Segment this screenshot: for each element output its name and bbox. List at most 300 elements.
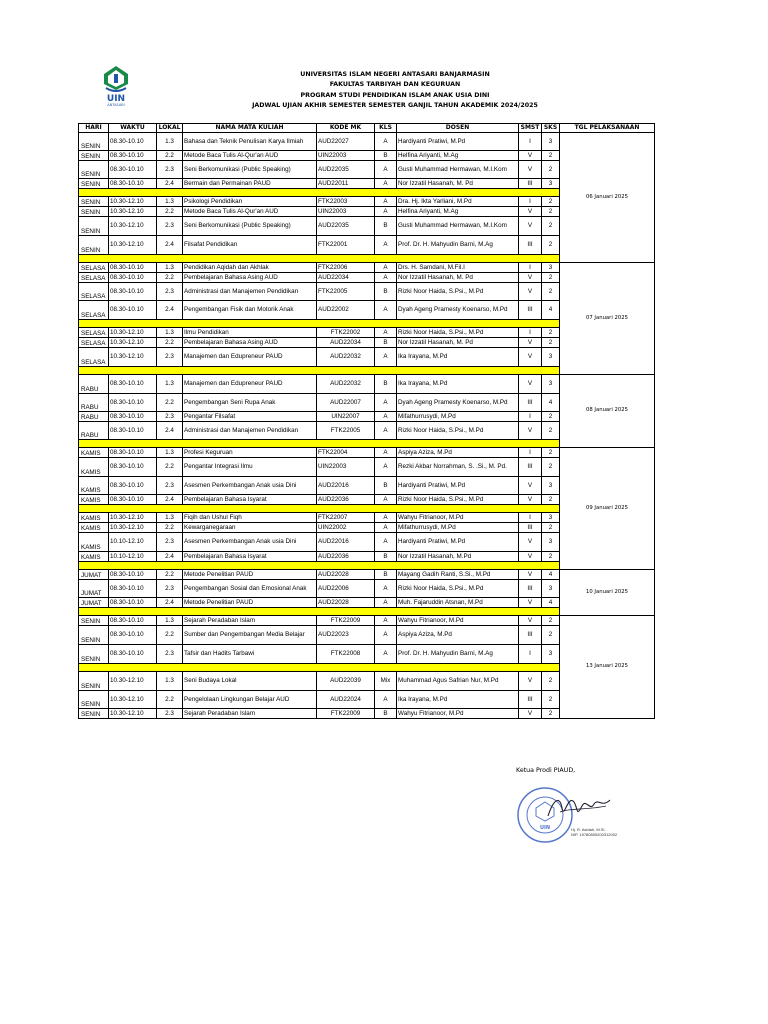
cell-mata-kuliah: Manajemen dan Edupreneur PAUD — [183, 348, 317, 367]
cell-lokal: 2.2 — [157, 523, 183, 533]
cell-smst: V — [519, 151, 542, 161]
cell-tgl-pelaksanaan: 09 Januari 2025 — [560, 448, 655, 570]
cell-dosen: Wahyu Fitrianoor, M.Pd — [397, 616, 519, 626]
cell-kls: A — [375, 161, 397, 179]
cell-sks: 2 — [542, 338, 560, 348]
cell-kls: B — [375, 552, 397, 562]
cell-hari: SELASA — [79, 273, 109, 283]
cell-kls: A — [375, 448, 397, 458]
cell-hari: RABU — [79, 412, 109, 422]
cell-waktu: 08.30-10.10 — [109, 598, 157, 608]
cell-kls: A — [375, 263, 397, 273]
logo-text: UIN — [106, 94, 126, 104]
cell-kls: A — [375, 328, 397, 338]
cell-sks: 2 — [542, 709, 560, 719]
cell-mata-kuliah: Ilmu Pendidikan — [183, 328, 317, 338]
cell-dosen: Nor Izzatil Hasanah, M. Pd — [397, 273, 519, 283]
cell-dosen: Aspiya Aziza, M.Pd — [397, 448, 519, 458]
cell-waktu: 10.30-12.10 — [109, 691, 157, 709]
cell-kls: A — [375, 179, 397, 189]
cell-hari: KAMIS — [79, 448, 109, 458]
cell-kode-mk: AUD22027 — [317, 133, 375, 151]
cell-smst: V — [519, 477, 542, 495]
cell-lokal: 2.2 — [157, 207, 183, 217]
separator-cell — [79, 189, 560, 197]
cell-lokal: 2.3 — [157, 412, 183, 422]
separator-cell — [79, 320, 560, 328]
signature-label: Ketua Prodi PIAUD, — [516, 767, 576, 774]
cell-kls: B — [375, 570, 397, 580]
table-row — [79, 263, 655, 273]
cell-kls: A — [375, 273, 397, 283]
cell-hari: SELASA — [79, 283, 109, 301]
cell-dosen: Nor Izzatil Hasanah, M. Pd — [397, 338, 519, 348]
cell-hari: KAMIS — [79, 513, 109, 523]
cell-sks: 2 — [542, 616, 560, 626]
cell-kode-mk: AUD22007 — [317, 394, 375, 412]
cell-mata-kuliah: Pembelajaran Bahasa Asing AUD — [183, 338, 317, 348]
col-waktu: WAKTU — [109, 124, 157, 133]
cell-waktu: 10.30-12.10 — [109, 672, 157, 691]
cell-hari: JUMAT — [79, 570, 109, 580]
cell-dosen: Mifathurrusydi, M.Pd — [397, 523, 519, 533]
cell-hari: SENIN — [79, 672, 109, 691]
cell-lokal: 1.3 — [157, 328, 183, 338]
cell-waktu: 08.30-10.10 — [109, 570, 157, 580]
handwritten-signature — [540, 788, 620, 828]
cell-lokal: 2.2 — [157, 273, 183, 283]
program-name: PROGRAM STUDI PENDIDIKAN ISLAM ANAK USIA DINI — [300, 91, 490, 99]
cell-kls: A — [375, 580, 397, 598]
cell-sks: 2 — [542, 672, 560, 691]
university-name: UNIVERSITAS ISLAM NEGERI ANTASARI BANJARMASIN — [300, 71, 490, 78]
cell-dosen: Drs. H. Samdani, M.Fil.I — [397, 263, 519, 273]
cell-kode-mk: AUD22011 — [317, 179, 375, 189]
cell-dosen: Rizki Noor Haida, S.Psi., M.Pd — [397, 495, 519, 505]
col-kls: KLS — [375, 124, 397, 133]
cell-tgl-pelaksanaan: 06 Januari 2025 — [560, 133, 655, 263]
cell-kode-mk: AUD22024 — [317, 691, 375, 709]
separator-cell — [79, 608, 560, 616]
cell-hari: SENIN — [79, 133, 109, 151]
cell-mata-kuliah: Pendidikan Aqidah dan Akhlak — [183, 263, 317, 273]
cell-waktu: 10.30-12.10 — [109, 513, 157, 523]
cell-dosen: Rizki Noor Haida, S.Psi., M.Pd — [397, 422, 519, 440]
cell-lokal: 1.3 — [157, 448, 183, 458]
cell-lokal: 2.3 — [157, 477, 183, 495]
cell-mata-kuliah: Metode Penelitian PAUD — [183, 570, 317, 580]
cell-mata-kuliah: Seni Berkomunikasi (Public Speaking) — [183, 217, 317, 236]
cell-hari: JUMAT — [79, 580, 109, 598]
cell-kode-mk: FTK22007 — [317, 513, 375, 523]
cell-smst: V — [519, 598, 542, 608]
separator-cell — [79, 664, 560, 672]
cell-sks: 2 — [542, 691, 560, 709]
cell-smst: I — [519, 513, 542, 523]
cell-dosen: Hardiyanti Pratiwi, M.Pd — [397, 477, 519, 495]
cell-waktu: 10.30-12.10 — [109, 338, 157, 348]
cell-waktu: 08.30-10.10 — [109, 151, 157, 161]
cell-kode-mk: FTK22003 — [317, 197, 375, 207]
cell-kls: A — [375, 301, 397, 320]
cell-smst: V — [519, 217, 542, 236]
cell-kls: A — [375, 207, 397, 217]
separator-cell — [79, 505, 560, 513]
cell-smst: V — [519, 273, 542, 283]
cell-dosen: Gusti Muhammad Hermawan, M.I.Kom — [397, 217, 519, 236]
cell-dosen: Dra. Hj. Ikta Yarliani, M.Pd — [397, 197, 519, 207]
table-row — [79, 448, 655, 458]
cell-waktu: 08.30-10.10 — [109, 495, 157, 505]
faculty-name: FAKULTAS TARBIYAH DAN KEGURUAN — [329, 81, 461, 89]
cell-kls: B — [375, 283, 397, 301]
cell-lokal: 1.3 — [157, 133, 183, 151]
cell-dosen: Prof. Dr. H. Mahyudin Barni, M.Ag — [397, 236, 519, 255]
col-kode-mk: KODE MK — [317, 124, 375, 133]
cell-kode-mk: AUD22023 — [317, 626, 375, 645]
cell-hari: SENIN — [79, 616, 109, 626]
cell-mata-kuliah: Administrasi dan Manajemen Pendidikan — [183, 283, 317, 301]
cell-mata-kuliah: Metode Baca Tulis Al-Qur'an AUD — [183, 207, 317, 217]
cell-kode-mk: AUD22028 — [317, 570, 375, 580]
cell-mata-kuliah: Asesmen Perkembangan Anak usia Dini — [183, 477, 317, 495]
cell-dosen: Helfina Ariyanti, M.Ag — [397, 207, 519, 217]
cell-mata-kuliah: Pengembangan Seni Rupa Anak — [183, 394, 317, 412]
cell-waktu: 10.30-12.10 — [109, 207, 157, 217]
cell-mata-kuliah: Pengantar Filsafat — [183, 412, 317, 422]
cell-lokal: 1.3 — [157, 197, 183, 207]
cell-mata-kuliah: Psikologi Pendidikan — [183, 197, 317, 207]
cell-waktu: 08.30-10.10 — [109, 179, 157, 189]
cell-dosen: Rizki Noor Haida, S.Psi., M.Pd — [397, 283, 519, 301]
cell-sks: 3 — [542, 580, 560, 598]
cell-mata-kuliah: Administrasi dan Manajemen Pendidikan — [183, 422, 317, 440]
cell-hari: SENIN — [79, 207, 109, 217]
cell-smst: V — [519, 672, 542, 691]
col-dosen: DOSEN — [397, 124, 519, 133]
cell-dosen: Nor Izzatil Hasanah, M. Pd — [397, 179, 519, 189]
cell-sks: 2 — [542, 495, 560, 505]
cell-kode-mk: AUD22002 — [317, 301, 375, 320]
cell-waktu: 08.30-10.10 — [109, 375, 157, 394]
cell-smst: I — [519, 328, 542, 338]
cell-mata-kuliah: Manajemen dan Edupreneur PAUD — [183, 375, 317, 394]
cell-kode-mk: UIN22003 — [317, 458, 375, 477]
cell-waktu: 10.30-12.10 — [109, 236, 157, 255]
cell-mata-kuliah: Seni Berkomunikasi (Public Speaking) — [183, 161, 317, 179]
cell-kls: B — [375, 338, 397, 348]
cell-kode-mk: AUD22039 — [317, 672, 375, 691]
cell-mata-kuliah: Asesmen Perkembangan Anak usia Dini — [183, 533, 317, 552]
cell-kode-mk: FTK22005 — [317, 283, 375, 301]
cell-smst: V — [519, 495, 542, 505]
cell-mata-kuliah: Tafsir dan Hadits Tarbawi — [183, 645, 317, 664]
col-smst: SMST — [519, 124, 542, 133]
cell-smst: III — [519, 394, 542, 412]
cell-tgl-pelaksanaan: 07 Januari 2025 — [560, 263, 655, 375]
cell-sks: 2 — [542, 458, 560, 477]
cell-hari: SENIN — [79, 151, 109, 161]
cell-lokal: 2.2 — [157, 394, 183, 412]
cell-smst: V — [519, 709, 542, 719]
cell-mata-kuliah: Seni Budaya Lokal — [183, 672, 317, 691]
cell-sks: 3 — [542, 179, 560, 189]
cell-lokal: 2.3 — [157, 580, 183, 598]
cell-sks: 3 — [542, 375, 560, 394]
signatory-block — [571, 827, 617, 837]
cell-waktu: 10.30-12.10 — [109, 348, 157, 367]
cell-smst: V — [519, 552, 542, 562]
cell-lokal: 1.3 — [157, 616, 183, 626]
cell-dosen: Mifathurrusydi, M.Pd — [397, 412, 519, 422]
cell-hari: SENIN — [79, 217, 109, 236]
cell-kode-mk: FTK22006 — [317, 263, 375, 273]
cell-kode-mk: AUD22016 — [317, 477, 375, 495]
cell-waktu: 08.30-10.10 — [109, 161, 157, 179]
cell-kode-mk: AUD22034 — [317, 273, 375, 283]
cell-kls: A — [375, 598, 397, 608]
separator-cell — [79, 367, 560, 375]
cell-kode-mk: AUD22006 — [317, 580, 375, 598]
cell-kode-mk: AUD22032 — [317, 375, 375, 394]
cell-hari: RABU — [79, 422, 109, 440]
cell-tgl-pelaksanaan: 08 Januari 2025 — [560, 375, 655, 448]
cell-lokal: 2.2 — [157, 458, 183, 477]
cell-kls: A — [375, 513, 397, 523]
cell-lokal: 1.3 — [157, 263, 183, 273]
cell-mata-kuliah: Pengembangan Sosial dan Emosional Anak — [183, 580, 317, 598]
cell-hari: SENIN — [79, 709, 109, 719]
cell-mata-kuliah: Filsafat Pendidikan — [183, 236, 317, 255]
cell-kode-mk: AUD22035 — [317, 217, 375, 236]
cell-waktu: 08.30-10.10 — [109, 273, 157, 283]
cell-smst: I — [519, 133, 542, 151]
cell-smst: V — [519, 348, 542, 367]
cell-waktu: 08.30-10.10 — [109, 394, 157, 412]
cell-lokal: 2.3 — [157, 645, 183, 664]
cell-sks: 4 — [542, 570, 560, 580]
cell-sks: 3 — [542, 348, 560, 367]
cell-lokal: 2.4 — [157, 495, 183, 505]
cell-kode-mk: AUD22035 — [317, 161, 375, 179]
cell-kode-mk: AUD22028 — [317, 598, 375, 608]
cell-mata-kuliah: Metode Baca Tulis Al-Qur'an AUD — [183, 151, 317, 161]
cell-kode-mk: AUD22034 — [317, 338, 375, 348]
cell-waktu: 10.30-12.10 — [109, 709, 157, 719]
cell-lokal: 2.3 — [157, 217, 183, 236]
cell-waktu: 08.30-10.10 — [109, 616, 157, 626]
cell-dosen: Rezki Akbar Norrahman, S. .Si., M. Pd. — [397, 458, 519, 477]
cell-dosen: Muhammad Agus Safrian Nur, M.Pd — [397, 672, 519, 691]
cell-dosen: Hardiyanti Pratiwi, M.Pd — [397, 533, 519, 552]
cell-waktu: 10.30-12.10 — [109, 197, 157, 207]
cell-lokal: 2.2 — [157, 570, 183, 580]
cell-hari: RABU — [79, 394, 109, 412]
cell-kode-mk: AUD22036 — [317, 552, 375, 562]
cell-hari: SELASA — [79, 301, 109, 320]
separator-cell — [79, 562, 560, 570]
cell-smst: I — [519, 263, 542, 273]
cell-smst: III — [519, 691, 542, 709]
cell-mata-kuliah: Pengantar Integrasi Ilmu — [183, 458, 317, 477]
cell-kode-mk: FTK22009 — [317, 709, 375, 719]
separator-cell — [79, 255, 560, 263]
cell-kls: A — [375, 348, 397, 367]
cell-mata-kuliah: Kewarganegaraan — [183, 523, 317, 533]
cell-smst: I — [519, 197, 542, 207]
table-row — [79, 570, 655, 580]
cell-mata-kuliah: Metode Penelitian PAUD — [183, 598, 317, 608]
cell-smst: III — [519, 301, 542, 320]
cell-smst: V — [519, 161, 542, 179]
cell-sks: 4 — [542, 598, 560, 608]
cell-mata-kuliah: Sejarah Peradaban Islam — [183, 709, 317, 719]
cell-waktu: 08.30-10.10 — [109, 263, 157, 273]
cell-hari: SELASA — [79, 338, 109, 348]
cell-kls: A — [375, 691, 397, 709]
cell-sks: 2 — [542, 328, 560, 338]
cell-sks: 3 — [542, 133, 560, 151]
cell-hari: JUMAT — [79, 598, 109, 608]
cell-kls: A — [375, 626, 397, 645]
cell-smst: III — [519, 523, 542, 533]
cell-kls: A — [375, 412, 397, 422]
cell-kode-mk: FTK22008 — [317, 645, 375, 664]
cell-smst: III — [519, 580, 542, 598]
cell-waktu: 08.30-10.10 — [109, 448, 157, 458]
cell-sks: 2 — [542, 273, 560, 283]
cell-lokal: 2.2 — [157, 626, 183, 645]
cell-lokal: 2.2 — [157, 151, 183, 161]
cell-mata-kuliah: Bahasa dan Teknik Penulisan Karya Ilmiah — [183, 133, 317, 151]
svg-text:UIN: UIN — [539, 825, 551, 831]
cell-sks: 3 — [542, 533, 560, 552]
cell-kls: B — [375, 375, 397, 394]
cell-sks: 3 — [542, 477, 560, 495]
cell-smst: V — [519, 207, 542, 217]
cell-smst: III — [519, 236, 542, 255]
cell-kode-mk: UIN22003 — [317, 207, 375, 217]
cell-smst: I — [519, 645, 542, 664]
cell-kls: A — [375, 523, 397, 533]
cell-kode-mk: FTK22002 — [317, 328, 375, 338]
cell-kode-mk: UIN22007 — [317, 412, 375, 422]
cell-hari: KAMIS — [79, 495, 109, 505]
cell-smst: V — [519, 338, 542, 348]
cell-tgl-pelaksanaan: 13 Januari 2025 — [560, 616, 655, 719]
cell-smst: I — [519, 448, 542, 458]
cell-dosen: Wahyu Fitrianoor, M.Pd — [397, 709, 519, 719]
signatory-nip: NIP. 19780805200312002 — [571, 832, 618, 837]
cell-dosen: Helfina Ariyanti, M.Ag — [397, 151, 519, 161]
cell-kls: A — [375, 133, 397, 151]
cell-hari: SENIN — [79, 179, 109, 189]
cell-waktu: 10.30-12.10 — [109, 217, 157, 236]
cell-dosen: Aspiya Aziza, M.Pd — [397, 626, 519, 645]
signatory-name: Hj. R. Asidah, M.Si. — [571, 827, 606, 832]
table-header-row — [79, 124, 655, 133]
cell-smst: I — [519, 412, 542, 422]
cell-waktu: 08.30-10.10 — [109, 458, 157, 477]
cell-kls: A — [375, 236, 397, 255]
cell-hari: SENIN — [79, 691, 109, 709]
cell-lokal: 2.4 — [157, 598, 183, 608]
cell-dosen: Dyah Ageng Pramesty Koenarso, M.Pd — [397, 301, 519, 320]
cell-mata-kuliah: Fiqih dan Ushul Fiqh — [183, 513, 317, 523]
cell-hari: KAMIS — [79, 458, 109, 477]
exam-schedule-table — [78, 123, 655, 719]
cell-sks: 2 — [542, 422, 560, 440]
cell-sks: 2 — [542, 236, 560, 255]
cell-sks: 2 — [542, 523, 560, 533]
col-nama-mk: NAMA MATA KULIAH — [183, 124, 317, 133]
cell-lokal: 2.4 — [157, 552, 183, 562]
cell-smst: V — [519, 616, 542, 626]
cell-kode-mk: FTK22005 — [317, 422, 375, 440]
cell-sks: 2 — [542, 448, 560, 458]
cell-lokal: 2.3 — [157, 161, 183, 179]
cell-dosen: Ika Irayana, M.Pd — [397, 348, 519, 367]
cell-kls: A — [375, 197, 397, 207]
cell-dosen: Nor Izzatil Hasanah, M.Pd — [397, 552, 519, 562]
cell-kls: A — [375, 616, 397, 626]
cell-lokal: 2.2 — [157, 338, 183, 348]
cell-lokal: 2.4 — [157, 236, 183, 255]
cell-lokal: 2.3 — [157, 533, 183, 552]
cell-dosen: Ika Irayana, M.Pd — [397, 375, 519, 394]
cell-dosen: Muh. Fajaruddin Atsnan, M.Pd — [397, 598, 519, 608]
cell-kls: B — [375, 477, 397, 495]
cell-hari: SELASA — [79, 328, 109, 338]
cell-dosen: Ika Irayana, M.Pd — [397, 691, 519, 709]
cell-kode-mk: AUD22016 — [317, 533, 375, 552]
cell-mata-kuliah: Pembelajaran Bahasa Isyarat — [183, 495, 317, 505]
cell-hari: SELASA — [79, 263, 109, 273]
cell-hari: SELASA — [79, 348, 109, 367]
cell-sks: 4 — [542, 394, 560, 412]
separator-cell — [79, 440, 560, 448]
cell-kls: B — [375, 151, 397, 161]
cell-lokal: 1.3 — [157, 513, 183, 523]
cell-waktu: 10.10-12.10 — [109, 552, 157, 562]
cell-waktu: 10.30-12.10 — [109, 328, 157, 338]
cell-kode-mk: UIN22002 — [317, 523, 375, 533]
cell-sks: 2 — [542, 161, 560, 179]
col-hari: HARI — [79, 124, 109, 133]
cell-kls: A — [375, 394, 397, 412]
cell-waktu: 08.30-10.10 — [109, 580, 157, 598]
cell-waktu: 08.30-10.10 — [109, 283, 157, 301]
cell-waktu: 10.30-12.10 — [109, 523, 157, 533]
col-sks: SKS — [542, 124, 560, 133]
cell-waktu: 10.10-12.10 — [109, 533, 157, 552]
cell-mata-kuliah: Pembelajaran Bahasa Isyarat — [183, 552, 317, 562]
cell-kls: B — [375, 217, 397, 236]
cell-kode-mk: FTK22009 — [317, 616, 375, 626]
cell-hari: KAMIS — [79, 533, 109, 552]
document-header — [210, 70, 580, 111]
cell-kls: B — [375, 709, 397, 719]
cell-sks: 2 — [542, 197, 560, 207]
cell-hari: SENIN — [79, 197, 109, 207]
cell-smst: V — [519, 375, 542, 394]
cell-dosen: Rizki Noor Haida, S.Psi., M.Pd — [397, 328, 519, 338]
cell-waktu: 08.30-10.10 — [109, 133, 157, 151]
cell-sks: 2 — [542, 283, 560, 301]
cell-smst: III — [519, 458, 542, 477]
schedule-title: JADWAL UJIAN AKHIR SEMESTER SEMESTER GANJIL TAHUN AKADEMIK 2024/2025 — [252, 101, 538, 109]
cell-smst: V — [519, 533, 542, 552]
